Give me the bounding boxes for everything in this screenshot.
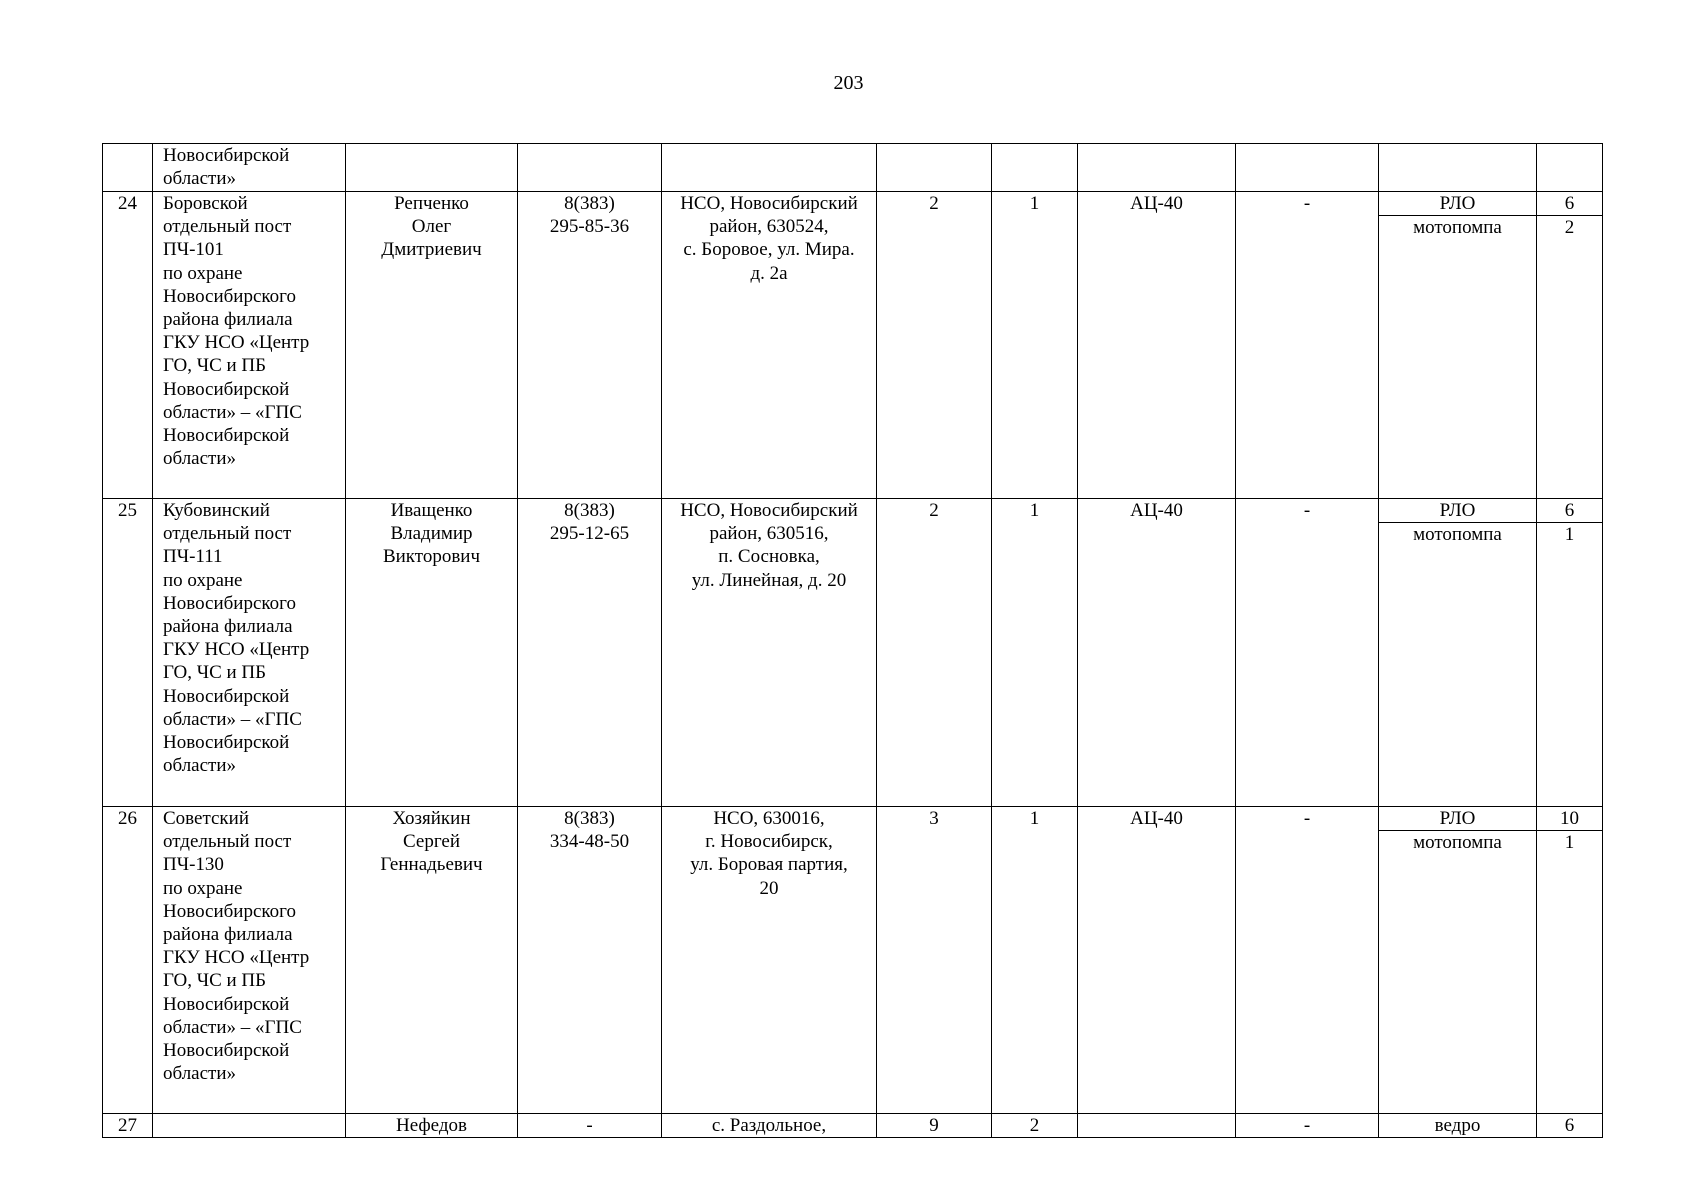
cell-phone: 8(383) 295-85-36	[518, 192, 662, 499]
cell-num: 25	[103, 499, 153, 807]
cell-head: Репченко Олег Дмитриевич	[346, 192, 518, 499]
cell-address: НСО, Новосибирский район, 630516, п. Сосновка, ул. Линейная, д. 20	[662, 499, 877, 807]
cell-col8: -	[1236, 192, 1379, 499]
cell-address: НСО, Новосибирский район, 630524, с. Боровое, ул. Мира. д. 2а	[662, 192, 877, 499]
cell-name: Новосибирской области»	[153, 144, 346, 192]
cell-col5: 2	[877, 192, 992, 499]
table-row	[103, 807, 1603, 1114]
cell-head: Хозяйкин Сергей Геннадьевич	[346, 807, 518, 1114]
cell-phone: -	[518, 1114, 662, 1138]
equipment-2: мотопомпа	[1413, 832, 1502, 854]
cell-col8: -	[1236, 807, 1379, 1114]
cell-head: Нефедов	[346, 1114, 518, 1138]
cell-vehicle	[1078, 1114, 1236, 1138]
cell-num: 24	[103, 192, 153, 499]
quantity-2: 2	[1564, 217, 1575, 239]
cell-equipment	[1379, 499, 1537, 807]
cell-quantity	[1537, 807, 1603, 1114]
cell-vehicle: АЦ-40	[1078, 807, 1236, 1114]
quantity-2: 1	[1564, 524, 1575, 546]
cell-col5: 3	[877, 807, 992, 1114]
page-number: 203	[833, 72, 864, 94]
cell-col6: 1	[992, 192, 1078, 499]
quantity-1: 6	[1537, 499, 1602, 523]
cell-num: 26	[103, 807, 153, 1114]
cell-quantity	[1537, 499, 1603, 807]
equipment-1: РЛО	[1379, 192, 1536, 216]
cell-name: Советский отдельный пост ПЧ-130 по охране Новосибирского района филиала ГКУ НСО «Центр ГО, ЧС и ПБ Новосибирской области» – «ГПС Новосибирской области»	[153, 807, 346, 1114]
cell-quantity: 6	[1537, 1114, 1603, 1138]
equipment-2: мотопомпа	[1413, 524, 1502, 546]
table-row	[103, 499, 1603, 807]
cell-name	[153, 1114, 346, 1138]
cell-num	[103, 144, 153, 192]
cell-name: Боровской отдельный пост ПЧ-101 по охране Новосибирского района филиала ГКУ НСО «Центр ГО, ЧС и ПБ Новосибирской области» – «ГПС Новосибирской области»	[153, 192, 346, 499]
cell-phone: 8(383) 334-48-50	[518, 807, 662, 1114]
cell-col8: -	[1236, 1114, 1379, 1138]
cell-head: Иващенко Владимир Викторович	[346, 499, 518, 807]
equipment-1: РЛО	[1379, 499, 1536, 523]
quantity-2: 1	[1564, 832, 1575, 854]
quantity-1: 10	[1537, 807, 1602, 831]
table-row	[103, 1114, 1603, 1138]
cell-num: 27	[103, 1114, 153, 1138]
cell-address: с. Раздольное,	[662, 1114, 877, 1138]
cell-col6: 2	[992, 1114, 1078, 1138]
cell-vehicle: АЦ-40	[1078, 192, 1236, 499]
cell-equipment	[1379, 192, 1537, 499]
cell-col6: 1	[992, 807, 1078, 1114]
cell-address: НСО, 630016, г. Новосибирск, ул. Боровая партия, 20	[662, 807, 877, 1114]
cell-vehicle: АЦ-40	[1078, 499, 1236, 807]
cell-col8: -	[1236, 499, 1379, 807]
fire-stations-table	[102, 143, 1603, 1138]
cell-equipment: ведро	[1379, 1114, 1537, 1138]
cell-equipment	[1379, 807, 1537, 1114]
cell-phone: 8(383) 295-12-65	[518, 499, 662, 807]
cell-col5: 9	[877, 1114, 992, 1138]
table-row-continuation	[103, 144, 1603, 192]
cell-quantity	[1537, 192, 1603, 499]
table-row	[103, 192, 1603, 499]
cell-name: Кубовинский отдельный пост ПЧ-111 по охране Новосибирского района филиала ГКУ НСО «Центр ГО, ЧС и ПБ Новосибирской области» – «ГПС Новосибирской области»	[153, 499, 346, 807]
quantity-1: 6	[1537, 192, 1602, 216]
cell-col5: 2	[877, 499, 992, 807]
cell-col6: 1	[992, 499, 1078, 807]
equipment-1: РЛО	[1379, 807, 1536, 831]
equipment-2: мотопомпа	[1413, 217, 1502, 239]
